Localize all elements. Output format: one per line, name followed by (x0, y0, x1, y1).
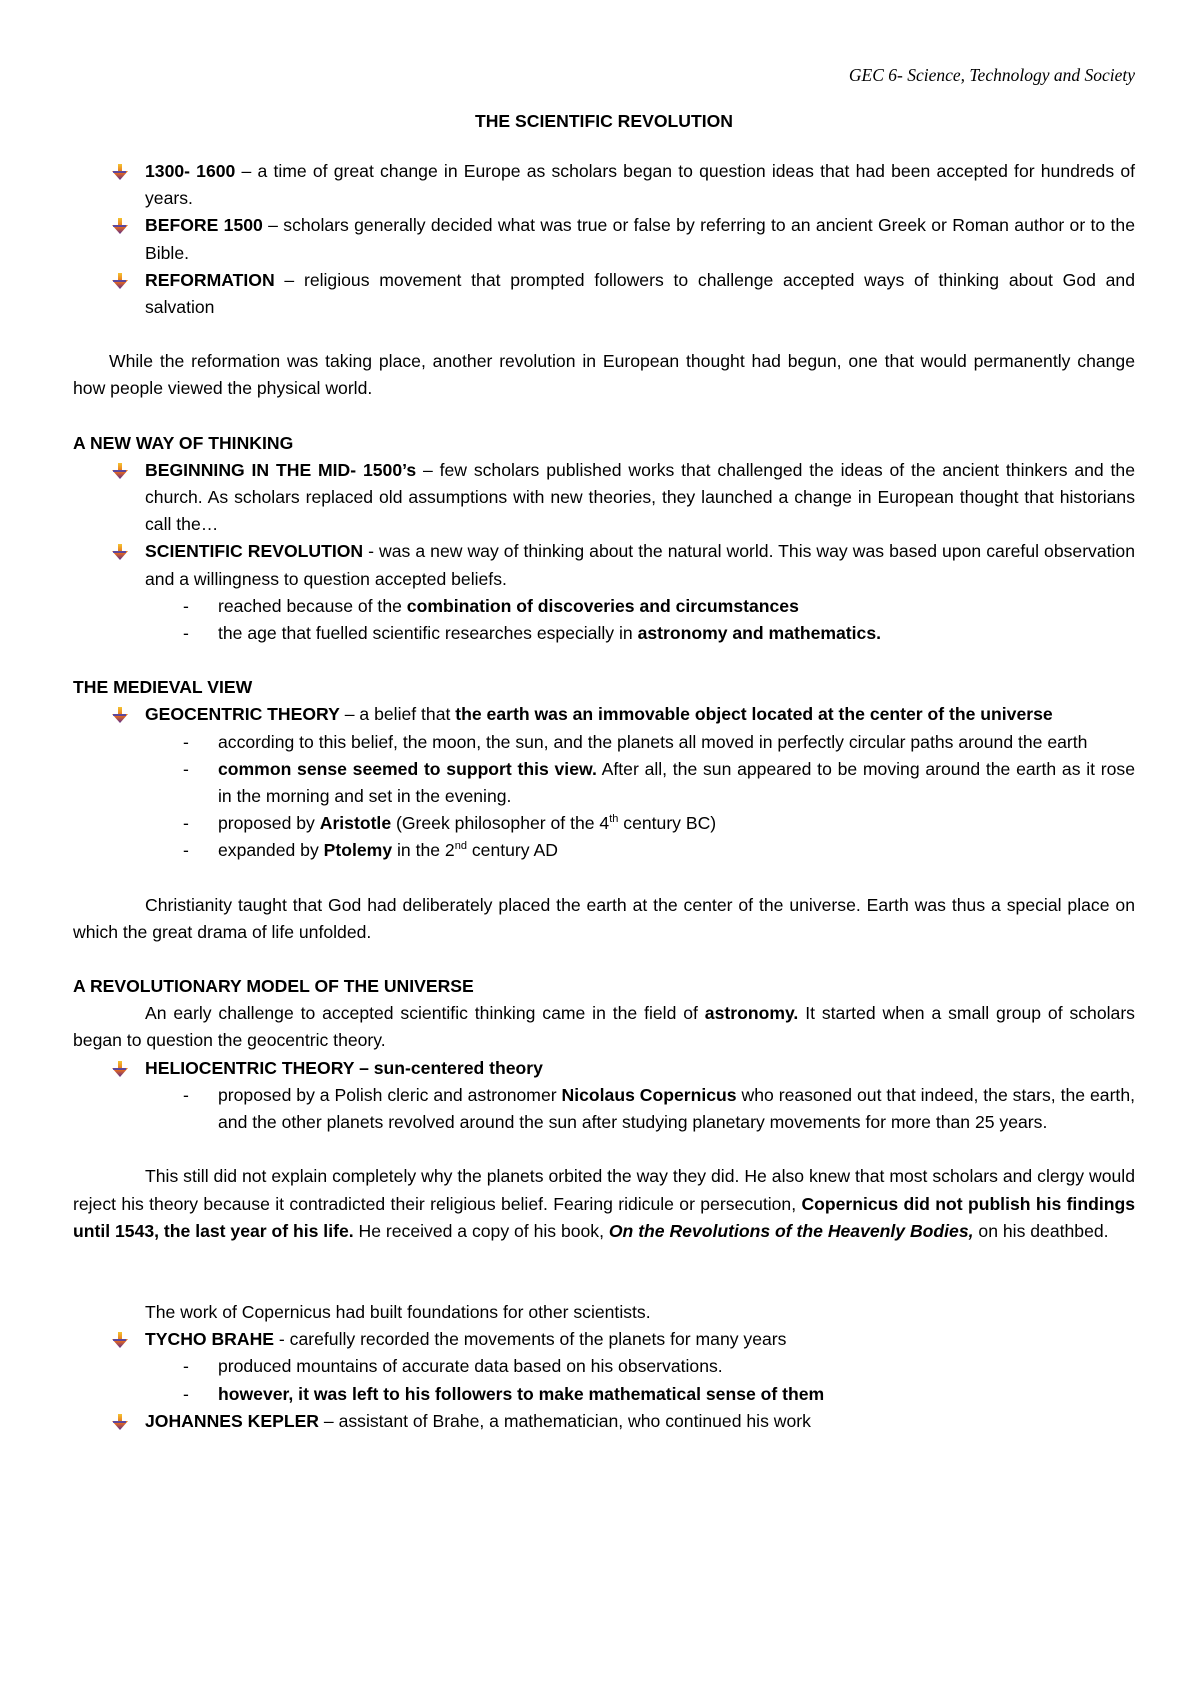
dash-text-bold: however, it was left to his followers to make mathematical sense of them (218, 1383, 825, 1404)
dash-text-bold: common sense seemed to support this view. (218, 758, 597, 779)
dash-text: expanded by (218, 840, 324, 861)
dash-text-bold: Aristotle (319, 813, 392, 834)
dash-text: century AD (466, 840, 558, 861)
dash-item (73, 810, 1135, 837)
dash-text: in the 2 (392, 840, 455, 861)
dash-text: proposed by a Polish cleric and astronomer (218, 1084, 562, 1105)
dash-marker: - (183, 731, 189, 752)
section-heading-revolutionary: A REVOLUTIONARY MODEL OF THE UNIVERSE (73, 976, 474, 997)
arrow-bullet-icon (111, 706, 129, 724)
section-heading-new-way: A NEW WAY OF THINKING (73, 432, 294, 453)
dash-item (73, 1381, 1135, 1408)
arrow-bullet-icon (111, 1060, 129, 1078)
page-title: THE SCIENTIFIC REVOLUTION (474, 111, 734, 131)
document-page (73, 62, 1135, 1435)
dash-text: produced mountains of accurate data based on his observations. (218, 1356, 723, 1377)
bullet-text: – scholars generally decided what was true or false by referring to an ancient Greek or Roman author or to the Bible. (145, 215, 1135, 263)
dash-text: reached because of the (218, 595, 407, 616)
dash-text: according to this belief, the moon, the sun, and the planets all moved in perfectly circular paths around the earth (218, 731, 1088, 752)
arrow-bullet-icon (111, 462, 129, 480)
arrow-bullet-icon (111, 272, 129, 290)
superscript: nd (454, 840, 467, 853)
arrow-bullet-icon (111, 163, 129, 181)
paragraph-text: An early challenge to accepted scientific thinking came in the field of (145, 1003, 705, 1024)
paragraph-text: on his deathbed. (973, 1220, 1109, 1241)
bullet-text: - carefully recorded the movements of the planets for many years (274, 1329, 787, 1350)
dash-item (73, 729, 1135, 756)
arrow-bullet-icon (111, 217, 129, 235)
dash-text: proposed by (218, 813, 320, 834)
bullet-text: – a belief that (339, 704, 456, 725)
bullet-item (73, 1408, 1135, 1435)
dash-text: century BC) (618, 813, 717, 834)
dash-text-bold: Ptolemy (323, 840, 393, 861)
paragraph-copernicus (73, 1163, 1135, 1245)
bullet-text: – few scholars published works that challenged the ideas of the ancient thinkers and the church. As scholars replaced old assumptions with new theories, they launched a change in European thought that historians call the… (145, 459, 1136, 535)
dash-marker: - (183, 1084, 189, 1105)
dash-text: (Greek philosopher of the 4 (391, 813, 610, 834)
bullet-term: GEOCENTRIC THEORY (145, 704, 340, 725)
dash-text: After all, the sun appeared to be moving around the earth as it rose in the morning and set in the evening. (218, 758, 1135, 807)
arrow-bullet-icon (111, 543, 129, 561)
bullet-text: – a time of great change in Europe as scholars began to question ideas that had been accepted for hundreds of years. (145, 161, 1135, 209)
bullet-term: BEGINNING IN THE MID- 1500’s (145, 459, 417, 480)
dash-text-bold: astronomy and mathematics. (637, 623, 882, 644)
dash-marker: - (183, 758, 189, 779)
arrow-bullet-icon (111, 1331, 129, 1349)
dash-text-bold: combination of discoveries and circumstances (406, 595, 799, 616)
bullet-text: – religious movement that prompted followers to challenge accepted ways of thinking about God and salvation (145, 269, 1135, 318)
bullet-item (73, 267, 1135, 321)
paragraph-christianity: Christianity taught that God had deliberately placed the earth at the center of the universe. Earth was thus a special place on which the great drama of life unfolded. (73, 894, 1135, 942)
paragraph-text-bold: astronomy. (704, 1003, 799, 1024)
dash-item (73, 620, 1135, 647)
bullet-item (73, 538, 1135, 592)
paragraph-early-challenge (73, 1000, 1135, 1054)
paragraph-foundations: The work of Copernicus had built foundations for other scientists. (145, 1301, 651, 1322)
bullet-item (73, 158, 1135, 212)
dash-marker: - (183, 1356, 189, 1377)
bullet-item (73, 212, 1135, 266)
book-title: On the Revolutions of the Heavenly Bodies, (608, 1220, 974, 1241)
bullet-term: 1300- 1600 (145, 161, 236, 181)
dash-text: the age that fuelled scientific researches especially in (218, 623, 638, 644)
bullet-term: BEFORE 1500 (145, 215, 263, 236)
bullet-item (73, 701, 1135, 728)
dash-item (73, 756, 1135, 810)
dash-item (73, 1353, 1135, 1380)
bullet-text: - was a new way of thinking about the natural world. This way was based upon careful observation and a willingness to question accepted beliefs. (145, 541, 1135, 589)
arrow-bullet-icon (111, 1413, 129, 1431)
dash-marker: - (183, 813, 189, 834)
paragraph-reformation: While the reformation was taking place, another revolution in European thought had begun, one that would permanently change how people viewed the physical world. (73, 351, 1135, 399)
paragraph-text: He received a copy of his book, (353, 1220, 609, 1241)
paragraph-text-bold: Copernicus did not publish his findings until 1543, the last year of his life. (73, 1193, 1135, 1241)
superscript: th (609, 813, 619, 826)
bullet-term: REFORMATION (145, 269, 275, 290)
dash-item (73, 837, 1135, 864)
dash-marker: - (183, 840, 189, 861)
bullet-term: TYCHO BRAHE (145, 1329, 275, 1350)
dash-text-bold: Nicolaus Copernicus (561, 1084, 737, 1105)
section-heading-medieval: THE MEDIEVAL VIEW (73, 677, 253, 698)
course-header: GEC 6- Science, Technology and Society (848, 65, 1135, 85)
bullet-term: SCIENTIFIC REVOLUTION (145, 541, 364, 562)
dash-item (73, 1082, 1135, 1136)
dash-marker: - (183, 623, 189, 644)
dash-marker: - (183, 1383, 189, 1404)
dash-marker: - (183, 595, 189, 616)
paragraph-text: It started when a small group of scholars began to question the geocentric theory. (73, 1003, 1135, 1051)
bullet-text-bold: the earth was an immovable object located at the center of the universe (455, 704, 1053, 725)
bullet-text: – assistant of Brahe, a mathematician, who continued his work (319, 1410, 811, 1431)
paragraph-text: This still did not explain completely why the planets orbited the way they did. He also knew that most scholars and clergy would reject his theory because it contradicted their religious belief. Fearing ridicule or persecution, (73, 1166, 1135, 1214)
bullet-item (73, 1326, 1135, 1353)
bullet-term: JOHANNES KEPLER (145, 1410, 320, 1431)
bullet-item (73, 457, 1135, 539)
dash-text: who reasoned out that indeed, the stars, the earth, and the other planets revolved around the sun after studying planetary movements for more than 25 years. (218, 1084, 1135, 1133)
bullet-term: HELIOCENTRIC THEORY – sun-centered theory (145, 1057, 543, 1078)
dash-item (73, 593, 1135, 620)
bullet-item (73, 1055, 1135, 1082)
